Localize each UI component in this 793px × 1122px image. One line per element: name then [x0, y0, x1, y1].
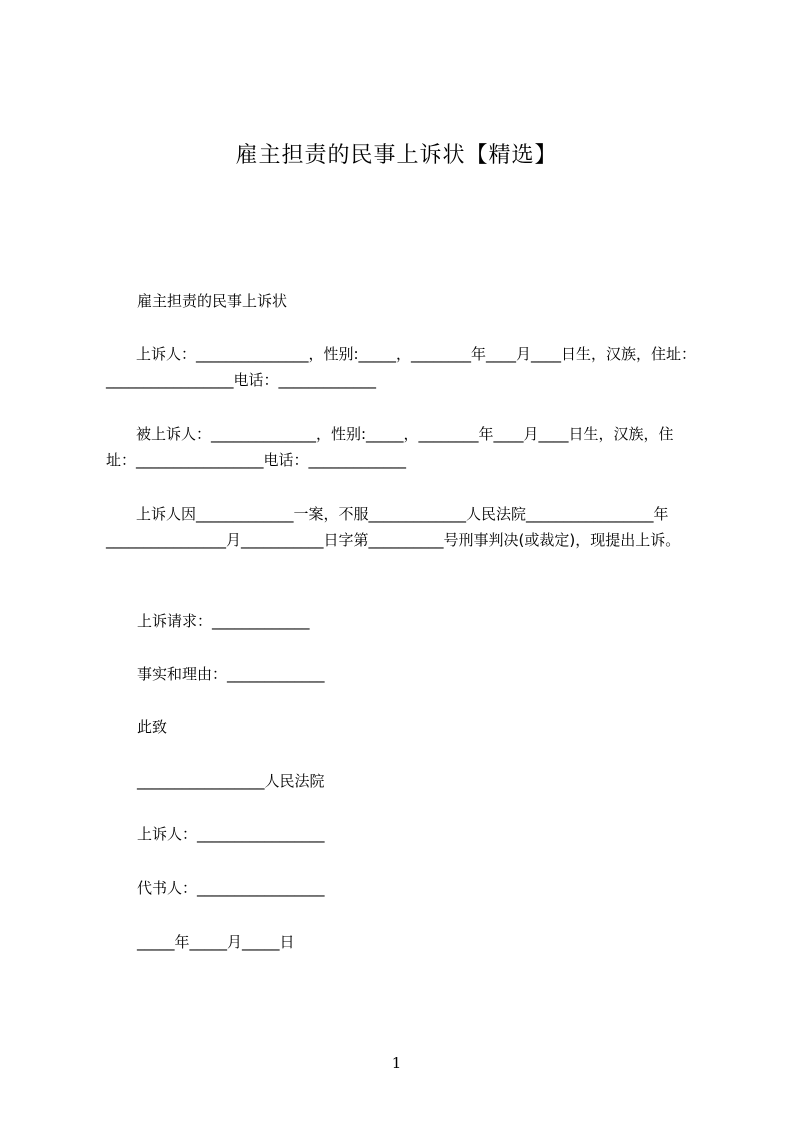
appellant-paragraph: 上诉人：_______________，性别:_____，________年____月____日生，汉族，住址：_________________电话：_____________ [106, 345, 697, 389]
appeal-request: 上诉请求：_____________ [137, 612, 310, 630]
page-number: 1 [391, 1054, 402, 1072]
salutation: 此致 [137, 718, 168, 736]
drafter-signature: 代书人：_________________ [137, 879, 325, 897]
case-paragraph: 上诉人因_____________一案，不服_____________人民法院_________________年________________月___________日字第__________号刑事判决(或裁定)，现提出上诉。 [106, 505, 681, 549]
appellant-signature: 上诉人：_________________ [137, 825, 325, 843]
date-line: _____年_____月_____日 [137, 933, 295, 951]
document-subtitle: 雇主担责的民事上诉状 [137, 292, 288, 310]
court-name: _________________人民法院 [137, 772, 325, 790]
appellee-paragraph: 被上诉人：______________，性别:_____，________年____月____日生，汉族，住址：_________________电话：_____________ [106, 425, 674, 469]
facts-and-reasons: 事实和理由：_____________ [137, 665, 325, 683]
document-title: 雇主担责的民事上诉状【精选】 [235, 143, 558, 168]
